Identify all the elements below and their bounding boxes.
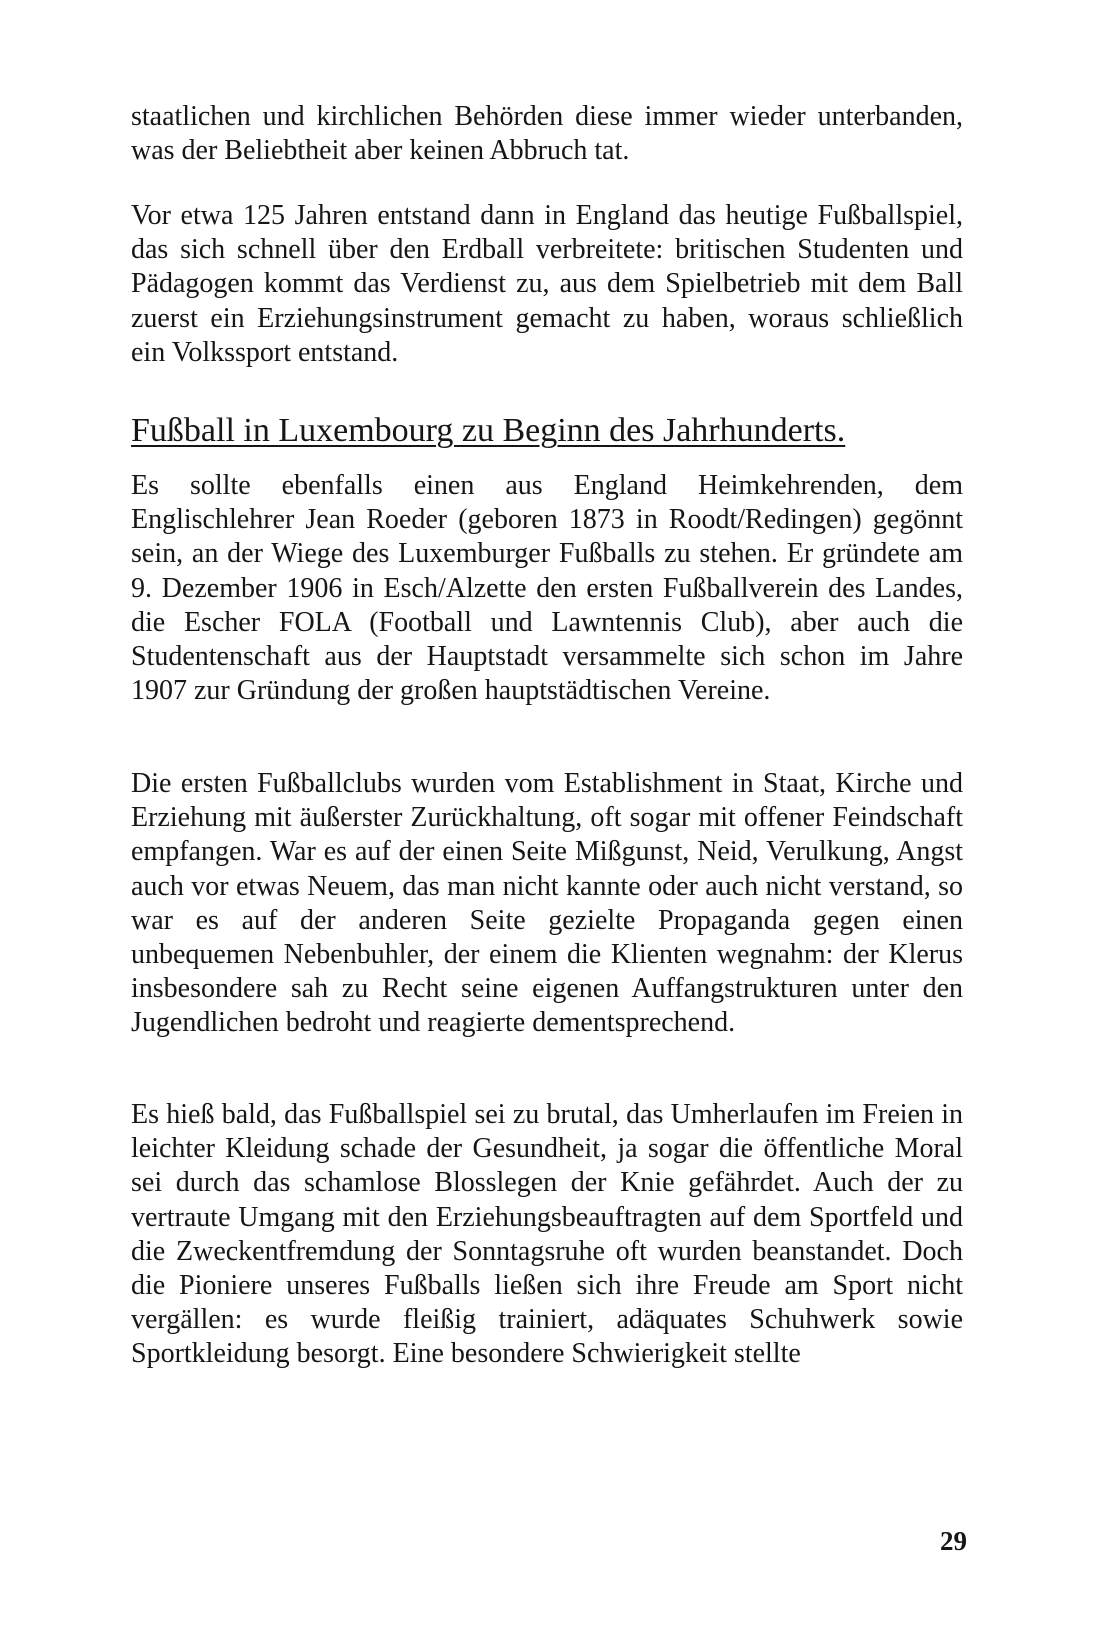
page-number: 29 — [940, 1526, 967, 1556]
paragraph-england-origin: Vor etwa 125 Jahren entstand dann in England das heutige Fußballspiel, das sich schnell über den Erdball verbreitete: britischen Studenten und Pädagogen kommt das Verdienst zu, aus dem Spielbetrieb mit dem Ball zuerst ein Erziehungsinstrument gemacht zu haben, woraus schließlich ein Volkssport entstand. — [131, 200, 963, 368]
paragraph-jean-roeder: Es sollte ebenfalls einen aus England Heimkehrenden, dem Englischlehrer Jean Roeder (geboren 1873 in Roodt/Redingen) gegönnt sein, an der Wiege des Luxemburger Fußballs zu stehen. Er gründete am 9. Dezember 1906 in Esch/Alzette den ersten Fußballverein des Landes, die Escher FOLA (Football und Lawntennis Club), aber auch die Studentenschaft aus der Hauptstadt versammelte sich schon im Jahre 1907 zur Gründung der großen hauptstädtischen Vereine. — [131, 470, 963, 707]
paragraph-criticism: Es hieß bald, das Fußballspiel sei zu brutal, das Umherlaufen im Freien in leichter Kleidung schade der Gesundheit, ja sogar die öffentliche Moral sei durch das schamlose Blosslegen der Knie gefährdet. Auch der zu vertraute Umgang mit den Erziehungsbeauftragten auf dem Sportfeld und die Zweckentfremdung der Sonntagsruhe oft wurden beanstandet. Doch die Pioniere unseres Fußballs ließen sich ihre Freude am Sport nicht vergällen: es wurde fleißig trainiert, adäquates Schuhwerk sowie Sportkleidung besorgt. Eine besondere Schwierigkeit stellte — [131, 1099, 963, 1370]
section-heading: Fußball in Luxembourg zu Beginn des Jahrhunderts. — [131, 412, 846, 449]
paragraph-first-clubs: Die ersten Fußballclubs wurden vom Establishment in Staat, Kirche und Erziehung mit äußerster Zurückhaltung, oft sogar mit offener Feindschaft empfangen. War es auf der einen Seite Mißgunst, Neid, Verulkung, Angst auch vor etwas Neuem, das man nicht kannte oder auch nicht verstand, so war es auf der anderen Seite gezielte Propaganda gegen einen unbequemen Nebenbuhler, der einem die Klienten wegnahm: der Klerus insbesondere sah zu Recht seine eigenen Auffangstrukturen unter den Jugendlichen bedroht und reagierte dementsprechend. — [131, 768, 963, 1039]
paragraph-intro-continuation: staatlichen und kirchlichen Behörden diese immer wieder unterbanden, was der Beliebtheit aber keinen Abbruch tat. — [131, 101, 963, 167]
